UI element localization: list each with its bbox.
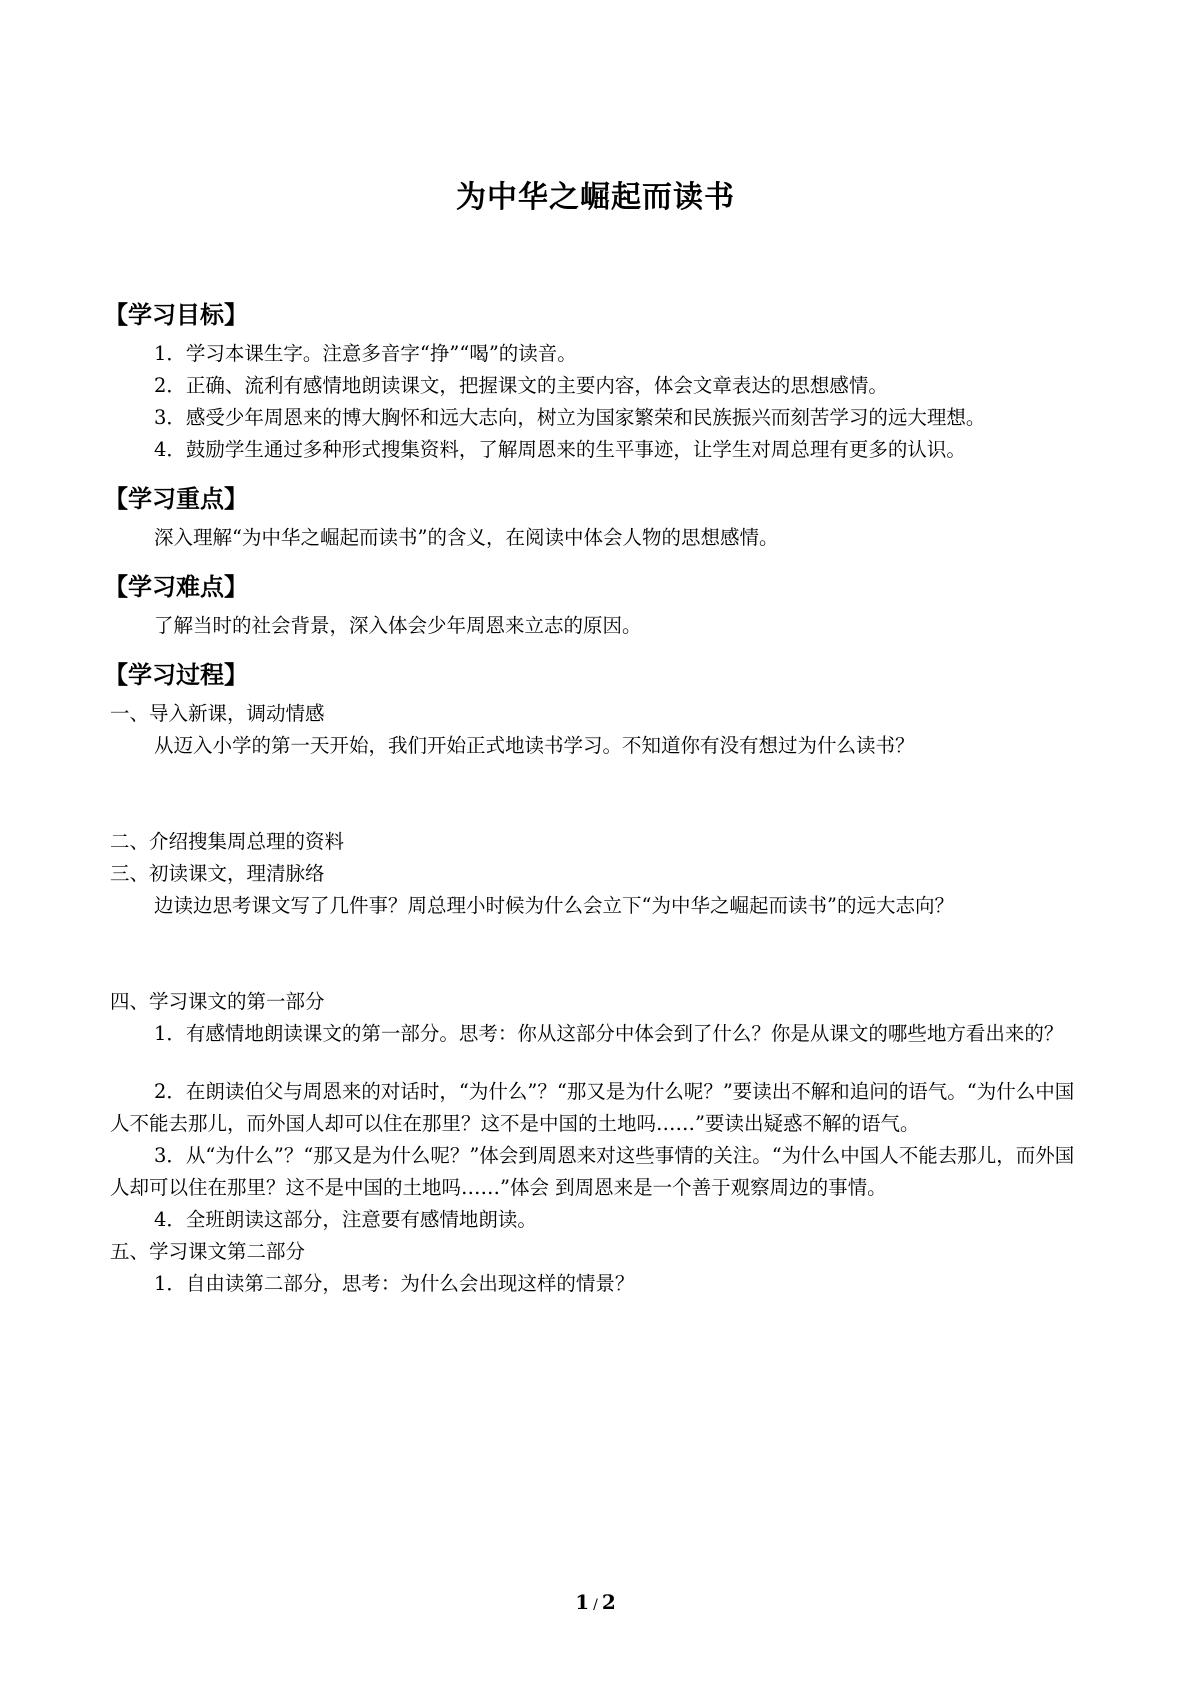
key-text: 深入理解“为中华之崛起而读书”的含义，在阅读中体会人物的思想感情。 xyxy=(154,526,779,549)
process-step-1-title: 一、导入新课，调动情感 xyxy=(110,702,325,725)
step-4-item-2: 2．在朗读伯父与周恩来的对话时，“为什么”？“那又是为什么呢？”要读出不解和追问的语气。“为什么中国人不能去那儿，而外国人却可以住在那里？这不是中国的土地吗……”要读出疑惑不解的语气。 xyxy=(110,1080,1075,1135)
process-step-3-text: 边读边思考课文写了几件事？周总理小时候为什么会立下“为中华之崛起而读书”的远大志向？ xyxy=(154,894,954,917)
document-title: 为中华之崛起而读书 xyxy=(456,180,735,215)
process-step-1-text: 从迈入小学的第一天开始，我们开始正式地读书学习。不知道你有没有想过为什么读书？ xyxy=(154,734,915,757)
process-step-4-title: 四、学习课文的第一部分 xyxy=(110,990,325,1013)
page-total: 2 xyxy=(601,1590,616,1614)
page-separator: / xyxy=(593,1597,598,1613)
step-5-item-1: 1．自由读第二部分，思考：为什么会出现这样的情景？ xyxy=(154,1272,635,1295)
goal-item-1: 1．学习本课生字。注意多音字“挣”“喝”的读音。 xyxy=(154,342,577,365)
step-4-item-4: 4．全班朗读这部分，注意要有感情地朗读。 xyxy=(154,1208,537,1231)
section-heading-process: 【学习过程】 xyxy=(104,661,248,689)
blank-answer-space xyxy=(110,762,1085,826)
page-number xyxy=(0,1590,1191,1614)
blank-answer-space xyxy=(110,922,1085,986)
section-heading-key: 【学习重点】 xyxy=(104,485,248,513)
page-current: 1 xyxy=(575,1590,590,1614)
section-heading-difficulty: 【学习难点】 xyxy=(104,573,248,601)
goal-item-3: 3．感受少年周恩来的博大胸怀和远大志向，树立为国家繁荣和民族振兴而刻苦学习的远大理想。 xyxy=(154,406,986,429)
process-step-3-title: 三、初读课文，理清脉络 xyxy=(110,862,325,885)
goal-item-2: 2．正确、流利有感情地朗读课文，把握课文的主要内容，体会文章表达的思想感情。 xyxy=(154,374,888,397)
section-heading-goals: 【学习目标】 xyxy=(104,301,248,329)
blank-answer-space xyxy=(110,1050,1085,1076)
process-step-2-title: 二、介绍搜集周总理的资料 xyxy=(110,830,345,853)
difficulty-text: 了解当时的社会背景，深入体会少年周恩来立志的原因。 xyxy=(154,614,642,637)
step-4-item-3: 3．从“为什么”？“那又是为什么呢？”体会到周恩来对这些事情的关注。“为什么中国人不能去那儿，而外国人却可以住在那里？这不是中国的土地吗……”体会 到周恩来是一个善于观察周边的事情。 xyxy=(110,1144,1075,1199)
step-4-item-1: 1．有感情地朗读课文的第一部分。思考：你从这部分中体会到了什么？你是从课文的哪些地方看出来的？ xyxy=(154,1022,1064,1045)
process-step-5-title: 五、学习课文第二部分 xyxy=(110,1240,306,1263)
goal-item-4: 4．鼓励学生通过多种形式搜集资料，了解周恩来的生平事迹，让学生对周总理有更多的认识。 xyxy=(154,438,966,461)
document-body xyxy=(104,296,1085,1300)
